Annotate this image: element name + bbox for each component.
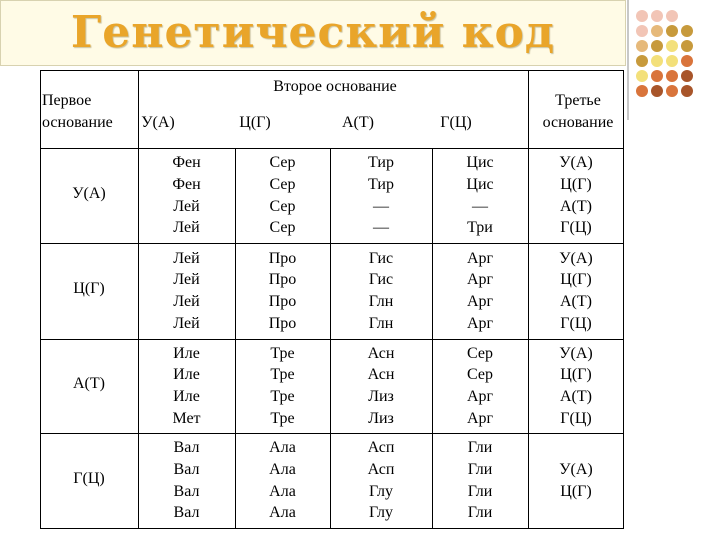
column-divider: [138, 70, 139, 528]
decorative-dot: [666, 40, 678, 52]
decorative-dot: [651, 40, 663, 52]
third-base-label: У(А): [559, 249, 593, 267]
third-base-header-line2: основание: [542, 114, 614, 131]
second-base-column-label: У(А): [141, 114, 175, 131]
decorative-dot: [651, 85, 663, 97]
amino-acid-cell: Гис: [368, 271, 394, 289]
amino-acid-cell: Тир: [368, 154, 394, 172]
decorative-dot: [666, 25, 678, 37]
row-divider: [40, 339, 624, 340]
first-base-label: У(А): [72, 184, 106, 202]
first-base-label: Г(Ц): [73, 469, 105, 487]
amino-acid-cell: Гли: [467, 504, 493, 522]
amino-acid-cell: Арг: [466, 293, 494, 310]
third-base-label: Г(Ц): [560, 409, 592, 427]
second-base-column-label: А(Т): [342, 114, 374, 131]
decorative-dot: [651, 70, 663, 82]
amino-acid-cell: Арг: [466, 409, 494, 427]
column-divider: [235, 148, 236, 528]
column-divider: [528, 70, 529, 528]
first-base-label: А(Т): [73, 375, 105, 392]
amino-acid-cell: Цис: [466, 175, 494, 193]
second-base-column-label: Г(Ц): [440, 114, 472, 131]
amino-acid-cell: Про: [268, 314, 297, 332]
amino-acid-cell: Три: [467, 219, 493, 237]
amino-acid-cell: Фен: [172, 175, 201, 193]
decorative-dot: [681, 25, 693, 37]
decorative-dot: [681, 55, 693, 67]
first-base-header: [42, 90, 113, 134]
genetic-code-table: [40, 70, 624, 528]
decorative-dot: [636, 70, 648, 82]
first-base-header-line2: основание: [42, 114, 113, 131]
third-base-label: У(А): [559, 344, 593, 362]
first-base-header-line1: Первое: [42, 92, 92, 109]
amino-acid-cell: Арг: [466, 249, 494, 267]
third-base-label: Ц(Г): [560, 366, 592, 384]
amino-acid-cell: Асп: [367, 460, 395, 478]
third-base-label: А(Т): [560, 388, 592, 405]
decorative-dot: [666, 10, 678, 22]
amino-acid-cell: Лей: [173, 219, 200, 237]
third-base-header: [530, 90, 626, 134]
third-base-label: Г(Ц): [560, 219, 592, 237]
amino-acid-cell: Вал: [173, 439, 200, 457]
decorative-dot: [636, 10, 648, 22]
decorative-divider: [627, 0, 629, 120]
amino-acid-cell: Про: [268, 249, 297, 267]
third-base-label: Ц(Г): [560, 175, 592, 193]
amino-acid-cell: Сер: [269, 197, 296, 215]
column-divider: [432, 148, 433, 528]
row-divider: [40, 433, 624, 434]
first-base-label: Ц(Г): [73, 280, 105, 297]
amino-acid-cell: Лей: [173, 271, 200, 289]
amino-acid-cell: Арг: [466, 271, 494, 289]
amino-acid-cell: Глу: [368, 482, 394, 500]
decorative-dot: [681, 70, 693, 82]
amino-acid-cell: Ала: [269, 482, 296, 500]
amino-acid-cell: Тир: [368, 175, 394, 193]
amino-acid-cell: Про: [268, 271, 297, 289]
amino-acid-cell: Сер: [467, 366, 493, 384]
third-base-label: Ц(Г): [560, 482, 592, 500]
amino-acid-cell: Фен: [172, 154, 201, 172]
decorative-dot: [651, 25, 663, 37]
amino-acid-cell: Лиз: [368, 409, 394, 427]
amino-acid-cell: —: [472, 197, 488, 215]
amino-acid-cell: Иле: [173, 388, 200, 405]
amino-acid-cell: Сер: [269, 154, 296, 172]
amino-acid-cell: Вал: [173, 504, 200, 522]
amino-acid-cell: Тре: [270, 344, 295, 362]
amino-acid-cell: Ала: [269, 460, 296, 478]
amino-acid-cell: —: [373, 197, 389, 215]
amino-acid-cell: Лиз: [368, 388, 394, 405]
amino-acid-cell: Мет: [172, 409, 201, 427]
amino-acid-cell: Про: [268, 293, 297, 310]
third-base-label: У(А): [559, 460, 593, 478]
amino-acid-cell: Тре: [270, 366, 295, 384]
decorative-dot: [651, 55, 663, 67]
decorative-dot: [681, 40, 693, 52]
decorative-dot: [666, 70, 678, 82]
table-border-bottom: [40, 528, 624, 529]
amino-acid-cell: Иле: [173, 366, 200, 384]
amino-acid-cell: Вал: [173, 482, 200, 500]
amino-acid-cell: Глн: [368, 293, 394, 310]
row-divider: [40, 243, 624, 244]
amino-acid-cell: Гис: [368, 249, 394, 267]
amino-acid-cell: Глу: [368, 504, 394, 522]
row-divider: [40, 148, 624, 149]
decorative-dot: [651, 10, 663, 22]
second-base-header: Второе основание: [273, 78, 397, 95]
amino-acid-cell: Арг: [466, 314, 494, 332]
amino-acid-cell: Асн: [367, 366, 395, 384]
column-divider: [330, 148, 331, 528]
third-base-header-line1: Третье: [555, 92, 601, 109]
third-base-label: Ц(Г): [560, 271, 592, 289]
second-base-column-label: Ц(Г): [239, 114, 271, 131]
amino-acid-cell: Лей: [173, 314, 200, 332]
amino-acid-cell: Гли: [467, 460, 493, 478]
amino-acid-cell: Ала: [269, 504, 296, 522]
amino-acid-cell: Цис: [466, 154, 494, 172]
table-border-left: [40, 70, 41, 528]
third-base-label: Г(Ц): [560, 314, 592, 332]
amino-acid-cell: Гли: [467, 482, 493, 500]
amino-acid-cell: Лей: [173, 293, 200, 310]
amino-acid-cell: Лей: [173, 249, 200, 267]
decorative-dot: [636, 85, 648, 97]
table-border-top: [40, 70, 624, 71]
amino-acid-cell: Асп: [367, 439, 395, 457]
amino-acid-cell: Глн: [368, 314, 394, 332]
amino-acid-cell: Ала: [269, 439, 296, 457]
third-base-label: А(Т): [560, 293, 592, 310]
third-base-label: У(А): [559, 154, 593, 172]
amino-acid-cell: Арг: [466, 388, 494, 405]
decorative-dot: [636, 25, 648, 37]
decorative-dot: [681, 85, 693, 97]
amino-acid-cell: —: [373, 219, 389, 237]
amino-acid-cell: Асн: [367, 344, 395, 362]
decorative-dot: [666, 85, 678, 97]
amino-acid-cell: Гли: [467, 439, 493, 457]
amino-acid-cell: Сер: [269, 219, 296, 237]
decorative-dot: [636, 55, 648, 67]
amino-acid-cell: Сер: [269, 175, 296, 193]
table-border-right: [623, 70, 624, 528]
amino-acid-cell: Лей: [173, 197, 200, 215]
amino-acid-cell: Вал: [173, 460, 200, 478]
third-base-label: А(Т): [560, 197, 592, 215]
amino-acid-cell: Иле: [173, 344, 200, 362]
decorative-dot: [666, 55, 678, 67]
page-title: Генетический код: [70, 7, 556, 58]
amino-acid-cell: Сер: [467, 344, 493, 362]
amino-acid-cell: Тре: [270, 388, 295, 405]
decorative-dot: [636, 40, 648, 52]
amino-acid-cell: Тре: [270, 409, 295, 427]
